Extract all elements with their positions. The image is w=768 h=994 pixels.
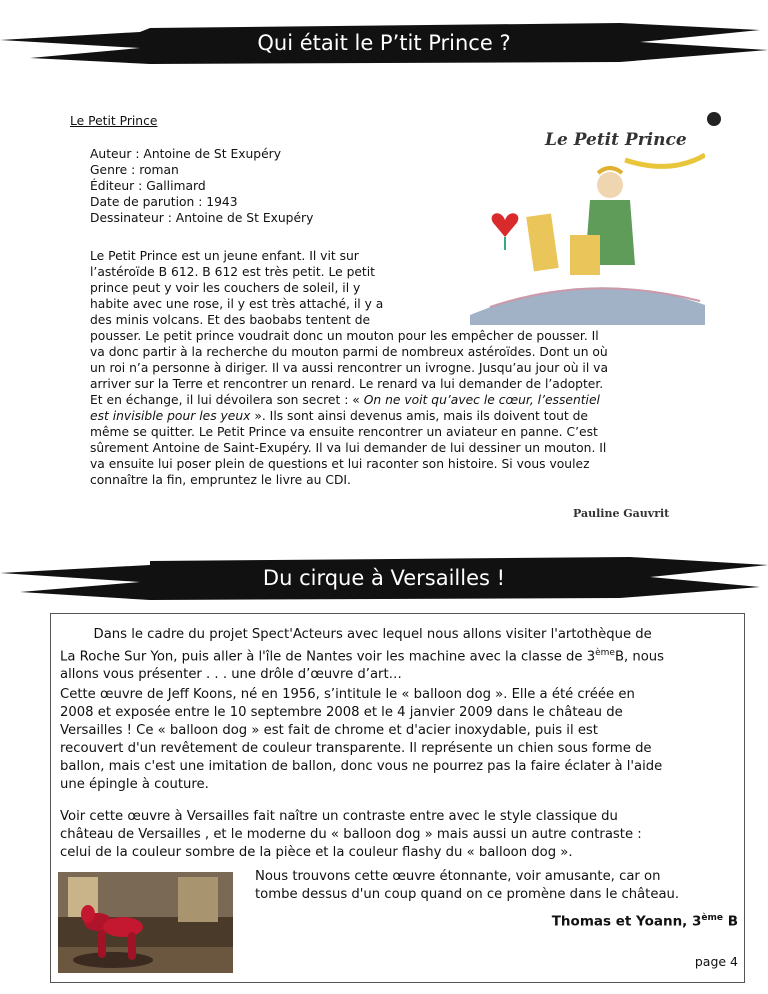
meta-publisher: Éditeur : Gallimard: [90, 179, 206, 193]
meta-date: Date de parution : 1943: [90, 195, 238, 209]
paragraph-line: ballon, mais c'est une imitation de ballon, donc vous ne pourrez pas la faire éclater à l'aide: [60, 759, 663, 774]
paragraph-line: Nous trouvons cette œuvre étonnante, voir amusante, car on: [255, 869, 661, 884]
superscript: ème: [595, 648, 615, 658]
paragraph-opinion: [255, 868, 735, 904]
paragraph-description: [60, 686, 740, 794]
paragraph-line: celui de la couleur sombre de la pièce et la couleur flashy du « balloon dog ».: [60, 845, 573, 860]
paragraph-line: une épingle à couture.: [60, 777, 209, 792]
story-line: un roi n’a personne à diriger. Il va aussi rencontrer un ivrogne. Jusqu’au jour où il va: [90, 361, 608, 375]
page-number: page 4: [694, 954, 738, 969]
bullet-icon: [707, 112, 721, 126]
section-title: Du cirque à Versailles !: [262, 566, 506, 590]
section-banner-versailles: [0, 555, 768, 601]
section-title: Qui était le P’tit Prince ?: [257, 31, 511, 55]
story-line: va donc partir à la recherche du mouton parmi de nombreux astéroïdes. Dont un où: [90, 345, 608, 359]
authors-text: B: [723, 913, 738, 930]
story-line: connaître la fin, empruntez le livre au CDI.: [90, 473, 351, 487]
story-line: des minis volcans. Et des baobabs tentent de: [90, 313, 371, 327]
article-authors: [552, 913, 738, 930]
story-line: Le Petit Prince est un jeune enfant. Il vit sur: [90, 249, 359, 263]
paragraph-line: Dans le cadre du projet Spect'Acteurs avec lequel nous allons visiter l'artothèque de: [60, 627, 652, 642]
story-text-part: ». Ils sont ainsi devenus amis, mais ils doivent tout de: [250, 409, 588, 423]
story-line: pousser. Le petit prince voudrait donc un mouton pour les empêcher de pousser. Il: [90, 329, 599, 343]
story-line: arriver sur la Terre et rencontrer un renard. Le renard va lui demander de l’adopter.: [90, 377, 604, 391]
paragraph-contrast: [60, 808, 740, 862]
article-author: Pauline Gauvrit: [573, 507, 670, 520]
story-line: l’astéroïde B 612. B 612 est très petit. Le petit: [90, 265, 375, 279]
paragraph-intro: [60, 626, 740, 684]
paragraph-text: La Roche Sur Yon, puis aller à l'île de Nantes voir les machine avec la classe de 3: [60, 649, 596, 665]
quote-text: est invisible pour les yeux: [90, 409, 251, 423]
image-logo-text: Le Petit Prince: [545, 130, 687, 150]
story-line: prince peut y voir les couchers de soleil, il y: [90, 281, 361, 295]
story-line: [90, 408, 690, 424]
quote-text: On ne voit qu’avec le cœur, l’essentiel: [363, 393, 600, 407]
story-line: même se quitter. Le Petit Prince va ensuite rencontrer un aviateur en panne. C’est: [90, 425, 598, 439]
balloon-dog-photo: [58, 872, 233, 973]
paragraph-line: 2008 et exposée entre le 10 septembre 2008 et le 4 janvier 2009 dans le château de: [60, 705, 623, 720]
paragraph-line: allons vous présenter . . . une drôle d’œuvre d’art…: [60, 667, 402, 683]
story-line: va ensuite lui poser plein de questions et lui raconter son histoire. Si vous voulez: [90, 457, 590, 471]
superscript: ème: [701, 913, 723, 923]
meta-genre: Genre : roman: [90, 163, 179, 177]
book-title-link[interactable]: Le Petit Prince: [70, 114, 158, 128]
story-line: sûrement Antoine de Saint-Exupéry. Il va lui demander de lui dessiner un mouton. Il: [90, 441, 607, 455]
paragraph-text: B, nous: [614, 649, 665, 665]
meta-illustrator: Dessinateur : Antoine de St Exupéry: [90, 211, 314, 225]
paragraph-line: Voir cette œuvre à Versailles fait naître un contraste entre avec le style classique du: [60, 809, 618, 824]
meta-author: Auteur : Antoine de St Exupéry: [90, 147, 281, 161]
story-line: [90, 392, 690, 408]
paragraph-line: [60, 644, 740, 666]
story-text: [90, 248, 690, 488]
paragraph-line: recouvert d'un revêtement de couleur transparente. Il représente un chien sous forme de: [60, 741, 652, 756]
story-text-part: Et en échange, il lui dévoilera son secret : «: [90, 393, 364, 407]
paragraph-line: tombe dessus d'un coup quand on ce promène dans le château.: [255, 887, 680, 902]
paragraph-line: Cette œuvre de Jeff Koons, né en 1956, s’intitule le « balloon dog ». Elle a été créée en: [60, 687, 635, 702]
book-meta: [90, 146, 313, 226]
section-banner-prince: [0, 20, 768, 66]
story-line: habite avec une rose, il y est très attaché, il y a: [90, 297, 384, 311]
paragraph-line: château de Versailles , et le moderne du « balloon dog » mais aussi un autre contraste :: [60, 827, 642, 842]
paragraph-line: Versailles ! Ce « balloon dog » est fait de chrome et d'acier inoxydable, puis il est: [60, 723, 598, 738]
authors-text: Thomas et Yoann, 3: [551, 913, 702, 930]
